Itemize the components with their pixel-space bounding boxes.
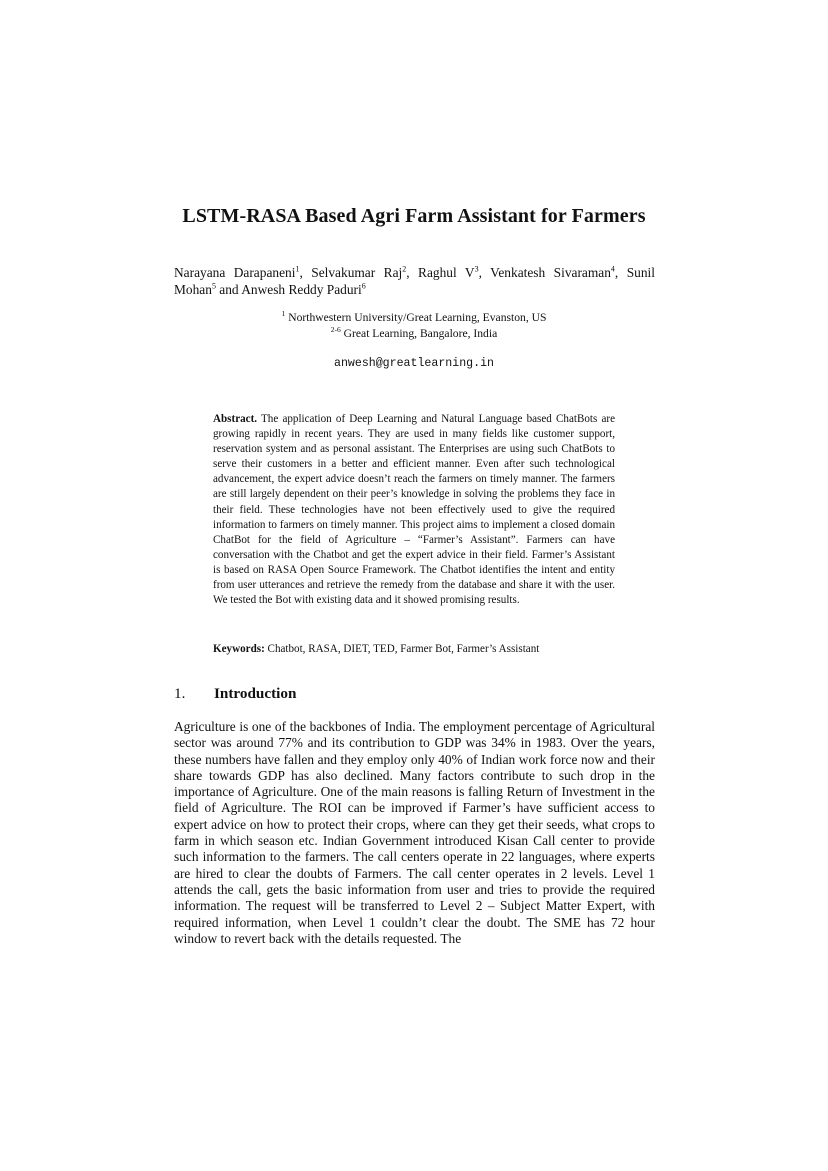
keywords-text: Chatbot, RASA, DIET, TED, Farmer Bot, Farmer’s Assistant — [267, 643, 540, 655]
affiliation-line — [0, 327, 828, 340]
author-affiliation-mark: 6 — [361, 281, 366, 291]
author-separator: and — [215, 282, 242, 297]
author-name: Raghul V — [418, 265, 475, 280]
author-separator: , — [614, 265, 627, 280]
affiliation-text: Great Learning, Bangalore, India — [340, 327, 498, 340]
author-separator: , — [478, 265, 491, 280]
abstract-label: Abstract. — [213, 413, 258, 425]
section-number: 1. — [174, 685, 186, 702]
keywords — [213, 643, 615, 655]
author-affiliation-mark: 4 — [610, 264, 615, 274]
paper-title: LSTM-RASA Based Agri Farm Assistant for Farmers — [182, 205, 646, 227]
affiliation-line — [0, 311, 828, 324]
author-affiliation-mark: 5 — [211, 281, 216, 291]
section-title: Introduction — [214, 685, 297, 702]
author-separator: , — [406, 265, 419, 280]
affiliation-text: Northwestern University/Great Learning, Evanston, US — [285, 311, 547, 324]
abstract-text: The application of Deep Learning and Natural Language based ChatBots are growing rapidly in recent years. They are used in many fields like customer support, reservation system and as personal assistant. The Enterprises are using such ChatBots to serve their customers in a better and efficient manner. Even after such technological advancement, the expert advice doesn’t reach the farmers on timely manner. The farmers are still largely dependent on their peer’s knowledge in solving the problems they face in their field. These technologies have not been effectively used to give the required information to farmers on timely manner. This project aims to implement a closed domain ChatBot for the field of Agriculture – “Farmer’s Assistant”. Farmers can have conversation with the Chatbot and get the expert advice in their field. Farmer’s Assistant is based on RASA Open Source Framework. The Chatbot identifies the intent and entity from user utterances and retrieve the remedy from the database and share it with the user. We tested the Bot with existing data and it showed promising results. — [213, 413, 615, 607]
author-name: Sunil Mohan — [174, 265, 655, 297]
author-affiliation-mark: 2 — [402, 264, 407, 274]
author-name: Venkatesh Sivaraman — [490, 265, 611, 280]
affiliation-mark: 1 — [281, 309, 286, 319]
author-name: Anwesh Reddy Paduri — [241, 282, 362, 297]
abstract — [213, 412, 615, 608]
author-list — [174, 264, 655, 298]
section-body: Agriculture is one of the backbones of India. The employment percentage of Agricultural sector was around 77% and its contribution to GDP was 34% in 1983. Over the years, these numbers have fallen and they employ only 40% of Indian work force now and their share towards GDP has also declined. Many factors contribute to such drop in the importance of Agriculture. One of the main reasons is falling Return of Investment in the field of Agriculture. The ROI can be improved if Farmer’s have sufficient access to expert advice on how to protect their crops, where can they get their seeds, what crops to farm in which season etc. Indian Government introduced Kisan Call center to provide such information to the farmers. The call centers operate in 22 languages, where experts are hired to clear the doubts of Farmers. The call center operates in 2 levels. Level 1 attends the call, gets the basic information from user and tries to provide the required information. The request will be transferred to Level 2 – Subject Matter Expert, with required information, when Level 1 couldn’t clear the doubt. The SME has 72 hour window to revert back with the details requested. The — [174, 719, 655, 946]
author-affiliation-mark: 3 — [474, 264, 479, 274]
contact-email: anwesh@greatlearning.in — [333, 357, 495, 370]
author-name: Selvakumar Raj — [311, 265, 403, 280]
section-heading — [174, 685, 296, 703]
author-separator: , — [299, 265, 312, 280]
author-name: Narayana Darapaneni — [174, 265, 296, 280]
affiliation-mark: 2-6 — [330, 325, 341, 335]
keywords-label: Keywords: — [213, 643, 265, 655]
author-affiliation-mark: 1 — [295, 264, 300, 274]
